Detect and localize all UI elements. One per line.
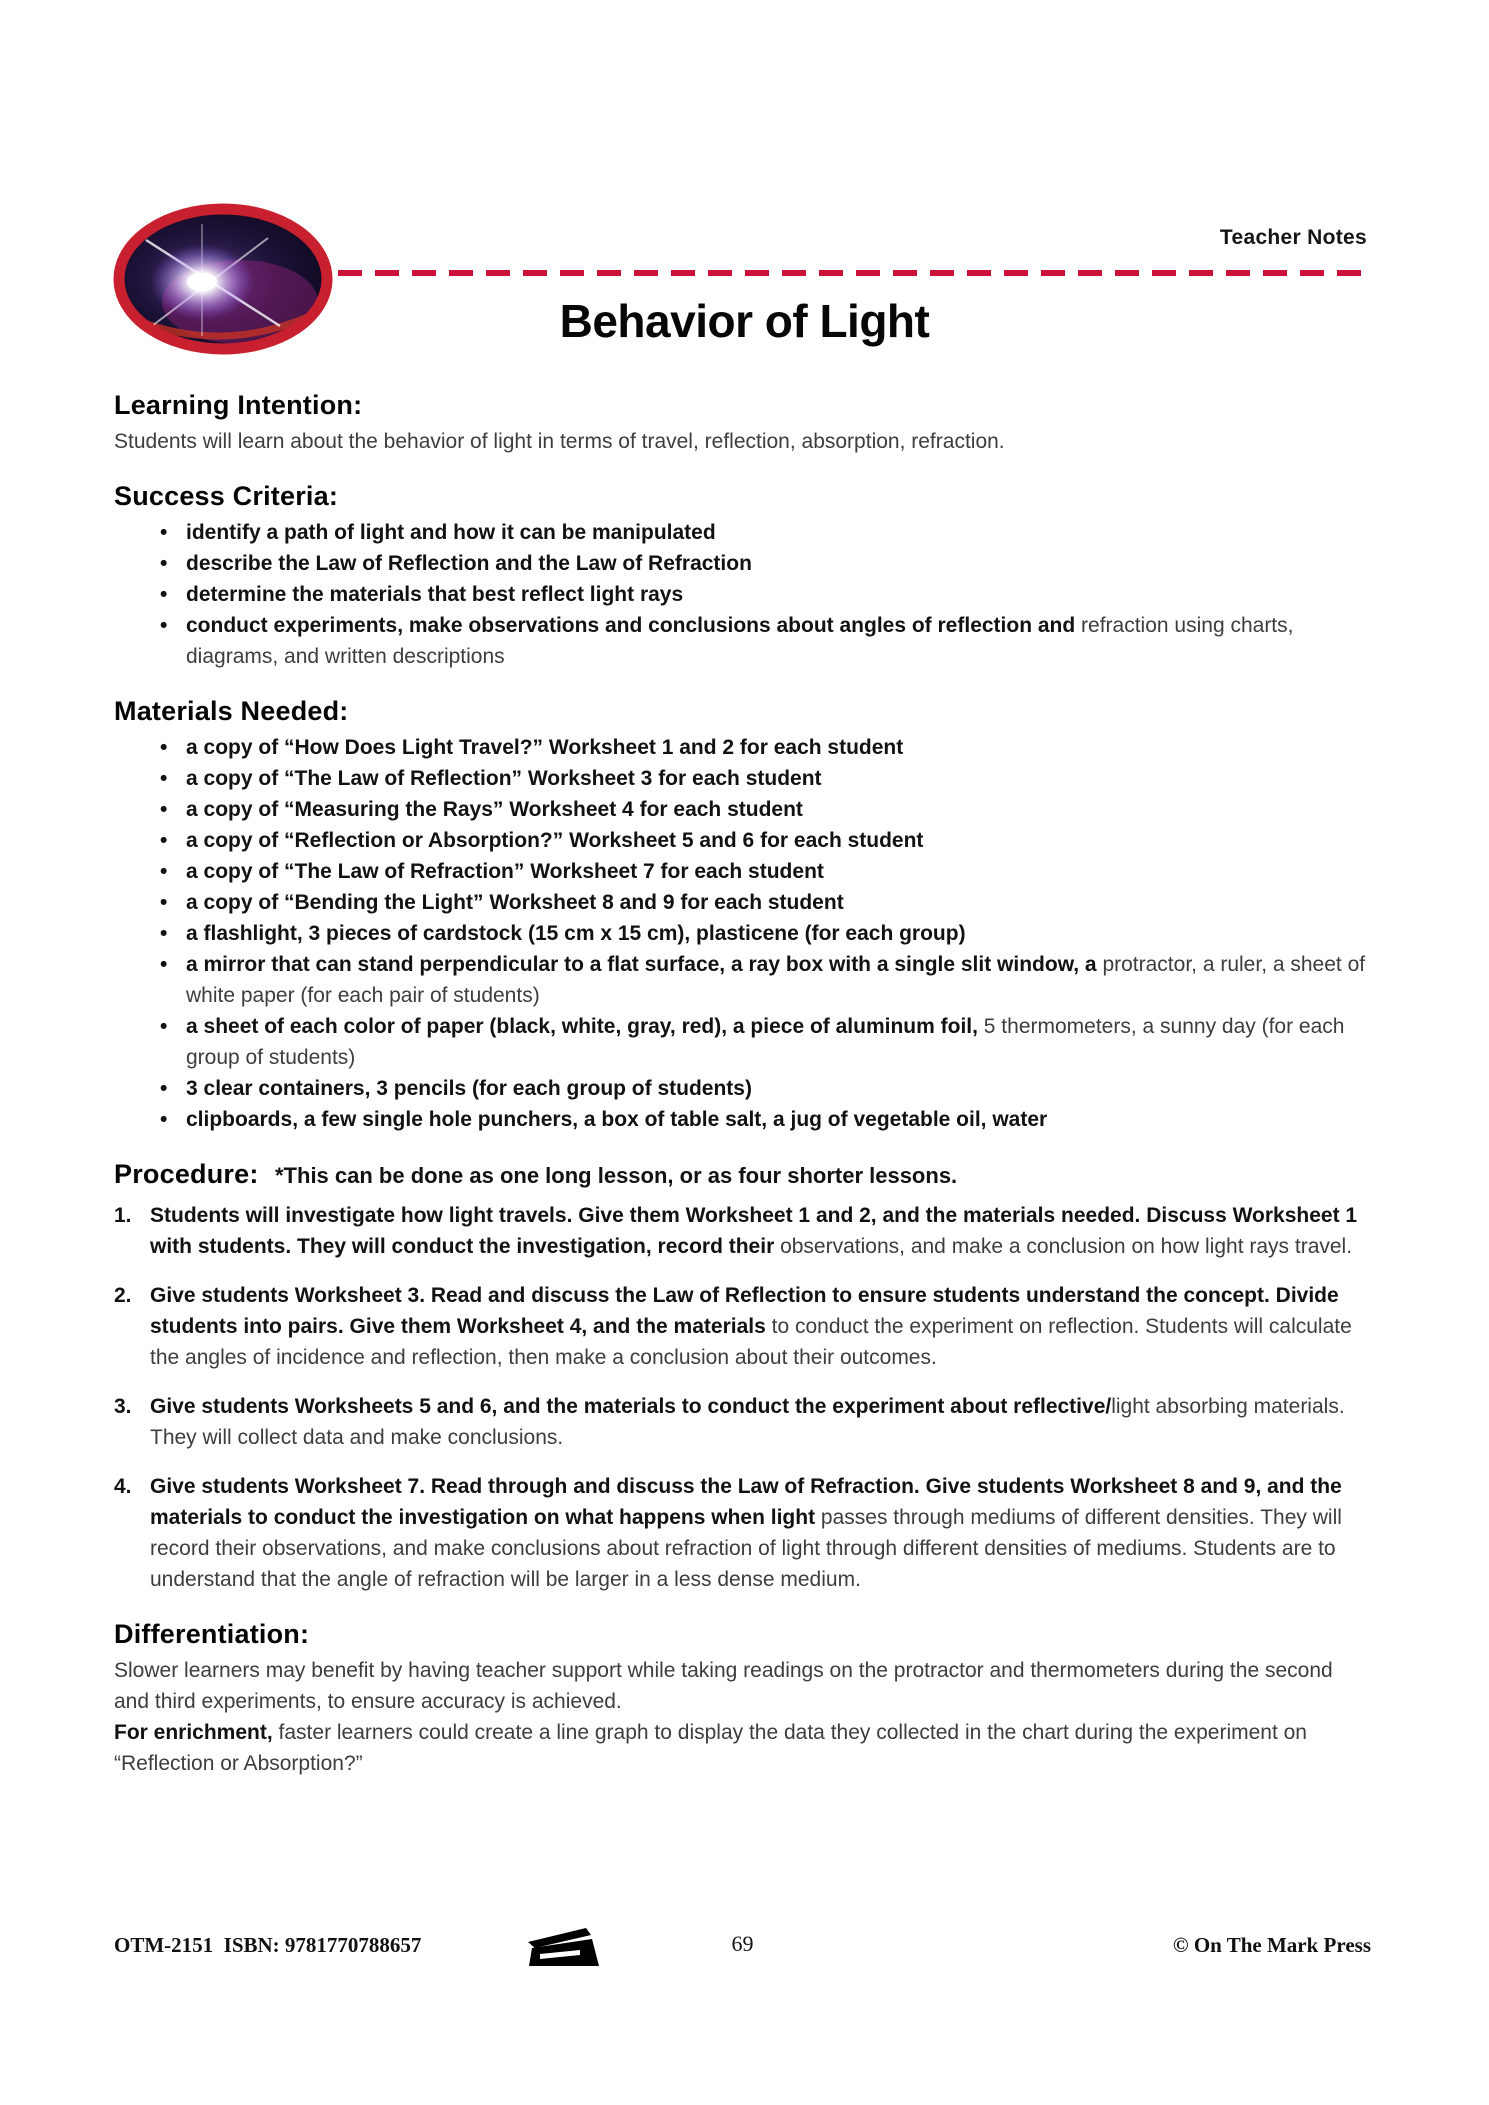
bullet-text	[186, 521, 716, 544]
bullet-item	[114, 825, 1371, 856]
bullet-text	[186, 953, 1365, 1007]
bullet-item	[114, 887, 1371, 918]
footer-copyright: © On The Mark Press	[1172, 1933, 1371, 1957]
learning-intention-heading: Learning Intention:	[114, 390, 363, 420]
text-run: Students will learn about the behavior of light in terms of travel, reflection, absorption, refraction.	[114, 430, 1005, 453]
bullet-item	[114, 918, 1371, 949]
procedure-note: *This can be done as one long lesson, or as four shorter lessons.	[275, 1163, 958, 1188]
procedure-step	[114, 1280, 1371, 1373]
text-run: a flashlight, 3 pieces of cardstock (15 cm x 15 cm), plasticene (for each group)	[186, 922, 966, 945]
step-number: 3.	[114, 1395, 132, 1418]
content	[114, 390, 1371, 1803]
bullet-dot: •	[160, 798, 168, 821]
text-run: conduct experiments, make observations and conclusions about angles of reflection and	[186, 614, 1082, 637]
footer	[114, 1924, 1371, 1974]
text-run: Give students Worksheet 3. Read and discuss the Law of Reflection to ensure students understand the concept. Divide students into pairs. Give them Worksheet 4, and the materials	[150, 1284, 1339, 1338]
bullet-dot: •	[160, 614, 168, 637]
bullet-dot: •	[160, 1108, 168, 1131]
bullet-dot: •	[160, 1077, 168, 1100]
paragraph	[114, 1655, 1371, 1717]
bullet-item	[114, 610, 1371, 672]
text-run: a copy of “The Law of Refraction” Worksheet 7 for each student	[186, 860, 824, 883]
text-run: a copy of “How Does Light Travel?” Worksheet 1 and 2 for each student	[186, 736, 904, 759]
page-title: Behavior of Light	[559, 295, 930, 347]
bullet-item	[114, 794, 1371, 825]
press-logo-icon	[526, 1924, 602, 1974]
step-number: 2.	[114, 1284, 132, 1307]
step-number: 1.	[114, 1204, 132, 1227]
bullet-dot: •	[160, 891, 168, 914]
step-number: 4.	[114, 1475, 132, 1498]
bullet-text	[186, 583, 683, 606]
success-criteria-list	[114, 517, 1371, 672]
bullet-text	[186, 736, 903, 759]
step-text	[150, 1391, 1371, 1453]
bullet-item	[114, 856, 1371, 887]
text-run: protractor, a ruler, a sheet of white paper (for each pair of students)	[186, 953, 1366, 1007]
bullet-dot: •	[160, 552, 168, 575]
text-run: Students will investigate how light travels. Give them Worksheet 1 and 2, and the materials needed. Discuss Worksheet 1 with students. They will conduct the investigation, record their	[150, 1204, 1358, 1258]
dashed-divider	[338, 270, 1369, 276]
bullet-text	[186, 1108, 1047, 1131]
section-success-criteria	[114, 481, 1371, 672]
text-run: passes through mediums of different densities. They will record their observations, and make conclusions about refraction of light through different densities of mediums. Students are to understand that the angle of refraction will be larger in a less dense medium.	[150, 1506, 1342, 1591]
bullet-text	[186, 798, 803, 821]
differentiation-heading: Differentiation:	[114, 1619, 310, 1649]
text-run: 3 clear containers, 3 pencils (for each group of students)	[186, 1077, 752, 1100]
bullet-item	[114, 517, 1371, 548]
section-materials-needed	[114, 696, 1371, 1135]
step-text	[150, 1280, 1371, 1373]
bullet-dot: •	[160, 767, 168, 790]
step-text	[150, 1471, 1371, 1595]
bullet-item	[114, 732, 1371, 763]
bullet-item	[114, 548, 1371, 579]
bullet-item	[114, 1011, 1371, 1073]
bullet-item	[114, 1073, 1371, 1104]
bullet-text	[186, 552, 752, 575]
page-number: 69	[731, 1931, 754, 1956]
bullet-dot: •	[160, 736, 168, 759]
bullet-dot: •	[160, 829, 168, 852]
bullet-item	[114, 1104, 1371, 1135]
text-run: light absorbing materials. They will collect data and make conclusions.	[150, 1395, 1345, 1449]
bullet-text	[186, 1077, 752, 1100]
footer-isbn: OTM-2151 ISBN: 9781770788657	[114, 1933, 422, 1957]
bullet-text	[186, 922, 966, 945]
procedure-header	[114, 1159, 1371, 1190]
bullet-text	[186, 1015, 1344, 1069]
text-run: describe the Law of Reflection and the Law of Refraction	[186, 552, 752, 575]
text-run: a copy of “Reflection or Absorption?” Worksheet 5 and 6 for each student	[186, 829, 924, 852]
bullet-dot: •	[160, 1015, 168, 1038]
text-run: a copy of “Bending the Light” Worksheet 8 and 9 for each student	[186, 891, 844, 914]
paragraph	[114, 1717, 1371, 1779]
bullet-dot: •	[160, 922, 168, 945]
bullet-item	[114, 763, 1371, 794]
text-run: Slower learners may benefit by having teacher support while taking readings on the protractor and thermometers during the second and third experiments, to ensure accuracy is achieved.	[114, 1659, 1333, 1713]
section-differentiation	[114, 1619, 1371, 1779]
materials-needed-list	[114, 732, 1371, 1135]
text-run: observations, and make a conclusion on how light rays travel.	[780, 1235, 1353, 1258]
success-criteria-heading: Success Criteria:	[114, 481, 339, 511]
procedure-steps	[114, 1200, 1371, 1595]
text-run: For enrichment,	[114, 1721, 273, 1744]
procedure-step	[114, 1391, 1371, 1453]
text-run: a copy of “The Law of Reflection” Worksheet 3 for each student	[186, 767, 822, 790]
header-label: Teacher Notes	[1219, 226, 1367, 249]
bullet-text	[186, 829, 923, 852]
bullet-item	[114, 949, 1371, 1011]
section-procedure	[114, 1159, 1371, 1595]
text-run: Give students Worksheets 5 and 6, and the materials to conduct the experiment about reflective/	[150, 1395, 1112, 1418]
materials-needed-heading: Materials Needed:	[114, 696, 349, 726]
text-run: to conduct the experiment on reflection. Students will calculate the angles of incidence and reflection, then make a conclusion about their outcomes.	[150, 1315, 1352, 1369]
bullet-dot: •	[160, 953, 168, 976]
procedure-step	[114, 1471, 1371, 1595]
learning-intention-text	[114, 426, 1371, 457]
differentiation-paragraphs	[114, 1655, 1371, 1779]
bullet-dot: •	[160, 521, 168, 544]
text-run: faster learners could create a line graph to display the data they collected in the chart during the experiment on “Reflection or Absorption?”	[114, 1721, 1307, 1775]
text-run: a mirror that can stand perpendicular to a flat surface, a ray box with a single slit window, a	[186, 953, 1103, 976]
section-learning-intention	[114, 390, 1371, 457]
text-run: refraction using charts, diagrams, and written descriptions	[186, 614, 1294, 668]
text-run: a sheet of each color of paper (black, white, gray, red), a piece of aluminum foil,	[186, 1015, 984, 1038]
bullet-text	[186, 767, 822, 790]
bullet-item	[114, 579, 1371, 610]
text-run: 5 thermometers, a sunny day (for each group of students)	[186, 1015, 1345, 1069]
text-run: identify a path of light and how it can be manipulated	[186, 521, 716, 544]
text-run: a copy of “Measuring the Rays” Worksheet 4 for each student	[186, 798, 803, 821]
text-run: Give students Worksheet 7. Read through and discuss the Law of Refraction. Give students Worksheet 8 and 9, and the materials to conduct the investigation on what happens when light	[150, 1475, 1342, 1529]
procedure-step	[114, 1200, 1371, 1262]
bullet-text	[186, 614, 1293, 668]
bullet-text	[186, 860, 824, 883]
bullet-dot: •	[160, 860, 168, 883]
text-run: determine the materials that best reflect light rays	[186, 583, 684, 606]
text-run: clipboards, a few single hole punchers, a box of table salt, a jug of vegetable oil, water	[186, 1108, 1048, 1131]
bullet-dot: •	[160, 583, 168, 606]
bullet-text	[186, 891, 844, 914]
procedure-heading: Procedure:	[114, 1159, 259, 1189]
step-text	[150, 1200, 1371, 1262]
